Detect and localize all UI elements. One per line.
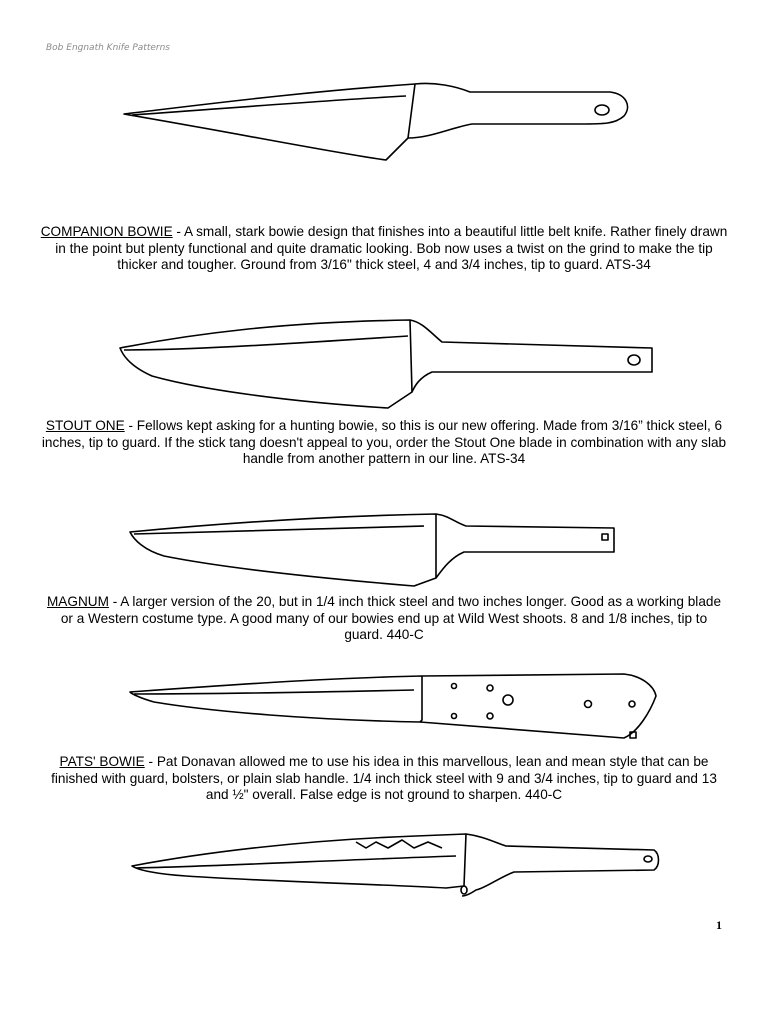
stout-one-drawing (112, 318, 660, 418)
magnum-drawing (124, 510, 624, 590)
magnum-text: - A larger version of the 20, but in 1/4 inch thick steel and two inches longer. Good as a working blade or a Western costume type. A good many of our bowies end up at Wild West shoots. 8 and 1/8 inches, tip to guard. 440-C (60, 594, 722, 642)
page-header: Bob Engnath Knife Patterns (46, 43, 170, 53)
stout-one-description (40, 418, 728, 468)
page-number: 1 (716, 918, 722, 932)
pats-bowie-description (40, 754, 728, 804)
stout-one-text: - Fellows kept asking for a hunting bowie, so this is our new offering. Made from 3/16” thick steel, 6 inches, tip to guard. If the stick tang doesn't appeal to you, order the Stout One blade in combination with any slab handle from another pattern in our line. ATS-34 (41, 418, 727, 466)
magnum-description (40, 594, 728, 644)
stout-one-name: STOUT ONE (45, 418, 125, 433)
companion-bowie-name: COMPANION BOWIE (40, 224, 173, 239)
pats-bowie-name: PATS' BOWIE (59, 754, 145, 769)
magnum-name: MAGNUM (46, 594, 109, 609)
pats-bowie-drawing (124, 672, 664, 748)
companion-bowie-description (40, 224, 728, 274)
companion-bowie-drawing (110, 80, 650, 190)
pats-bowie-text: - Pat Donavan allowed me to use his idea in this marvellous, lean and mean style that can be finished with guard, bolsters, or plain slab handle. 1/4 inch thick steel with 9 and 3/4 inches, tip to guard and 13 and ½" overall. False edge is not ground to sharpen. 440-C (51, 754, 717, 802)
companion-bowie-text: - A small, stark bowie design that finishes into a beautiful little belt knife. Rather finely drawn in the point but plenty functional and quite dramatic looking. Bob now uses a twist on the grind to make the tip thicker and tougher. Ground from 3/16" thick steel, 4 and 3/4 inches, tip to guard. ATS-34 (55, 224, 728, 272)
fifth-knife-drawing (126, 826, 666, 916)
